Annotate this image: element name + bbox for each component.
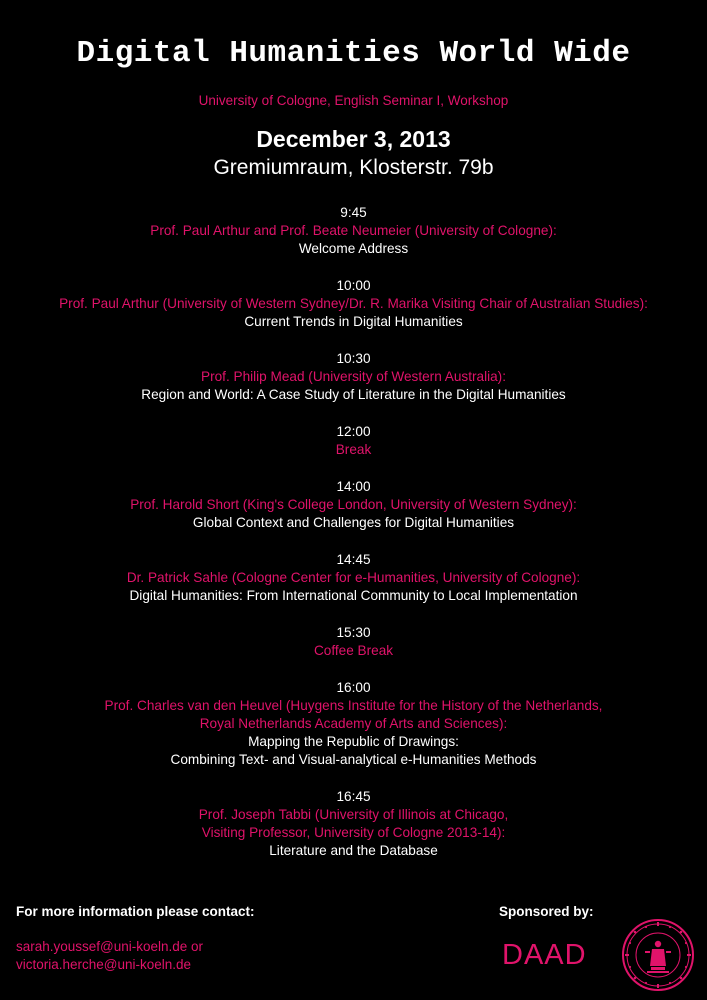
- session-time: 14:45: [336, 552, 371, 567]
- talk-title-line: Current Trends in Digital Humanities: [244, 314, 463, 329]
- talk-title-line: Welcome Address: [298, 241, 409, 256]
- session-time: 15:30: [336, 625, 371, 640]
- talk-title-line: Global Context and Challenges for Digital Humanities: [192, 515, 515, 530]
- session-time: 16:00: [336, 680, 371, 695]
- schedule-item: [0, 204, 707, 258]
- session-time: 14:00: [336, 479, 371, 494]
- schedule-item: [0, 679, 707, 769]
- daad-logo: DAAD: [502, 939, 587, 971]
- event-date: December 3, 2013: [256, 126, 451, 152]
- schedule-item: [0, 624, 707, 660]
- schedule-item: [0, 277, 707, 331]
- talk-title-line: Region and World: A Case Study of Literature in the Digital Humanities: [141, 387, 566, 402]
- speaker-line: Prof. Harold Short (King's College London, University of Western Sydney):: [130, 497, 577, 512]
- talk-title-line: Literature and the Database: [269, 843, 438, 858]
- talk-title-line: Combining Text- and Visual-analytical e-Humanities Methods: [170, 752, 537, 767]
- event-subtitle: University of Cologne, English Seminar I, Workshop: [198, 93, 509, 108]
- session-time: 12:00: [336, 424, 371, 439]
- university-seal-icon: [621, 918, 695, 992]
- break-label: Coffee Break: [313, 643, 394, 658]
- program-schedule: [0, 204, 707, 879]
- schedule-item: [0, 350, 707, 404]
- speaker-line: Royal Netherlands Academy of Arts and Sciences):: [199, 716, 508, 731]
- speaker-line: Prof. Philip Mead (University of Western Australia):: [201, 369, 506, 384]
- contact-emails: [16, 938, 203, 974]
- schedule-item: [0, 478, 707, 532]
- speaker-line: Prof. Paul Arthur (University of Western Sydney/Dr. R. Marika Visiting Chair of Australian Studies):: [59, 296, 648, 311]
- break-label: Break: [335, 442, 372, 457]
- schedule-item: [0, 788, 707, 860]
- speaker-line: Prof. Paul Arthur and Prof. Beate Neumeier (University of Cologne):: [150, 223, 557, 238]
- schedule-item: [0, 551, 707, 605]
- contact-heading: For more information please contact:: [16, 904, 255, 919]
- talk-title-line: Mapping the Republic of Drawings:: [248, 734, 459, 749]
- page-title: Digital Humanities World Wide: [76, 36, 631, 71]
- talk-title-line: Digital Humanities: From International Community to Local Implementation: [129, 588, 578, 603]
- schedule-item: [0, 423, 707, 459]
- speaker-line: Visiting Professor, University of Cologne 2013-14):: [201, 825, 506, 840]
- session-time: 9:45: [340, 205, 367, 220]
- session-time: 10:00: [336, 278, 371, 293]
- session-time: 10:30: [336, 351, 371, 366]
- speaker-line: Dr. Patrick Sahle (Cologne Center for e-Humanities, University of Cologne):: [126, 570, 581, 585]
- speaker-line: Prof. Charles van den Heuvel (Huygens Institute for the History of the Netherlands,: [104, 698, 603, 713]
- speaker-line: Prof. Joseph Tabbi (University of Illinois at Chicago,: [198, 807, 509, 822]
- session-time: 16:45: [336, 789, 371, 804]
- contact-email-1: sarah.youssef@uni-koeln.de or: [16, 939, 204, 954]
- event-venue: Gremiumraum, Klosterstr. 79b: [213, 156, 494, 179]
- sponsor-heading: Sponsored by:: [499, 904, 594, 919]
- contact-email-2: victoria.herche@uni-koeln.de: [16, 957, 192, 972]
